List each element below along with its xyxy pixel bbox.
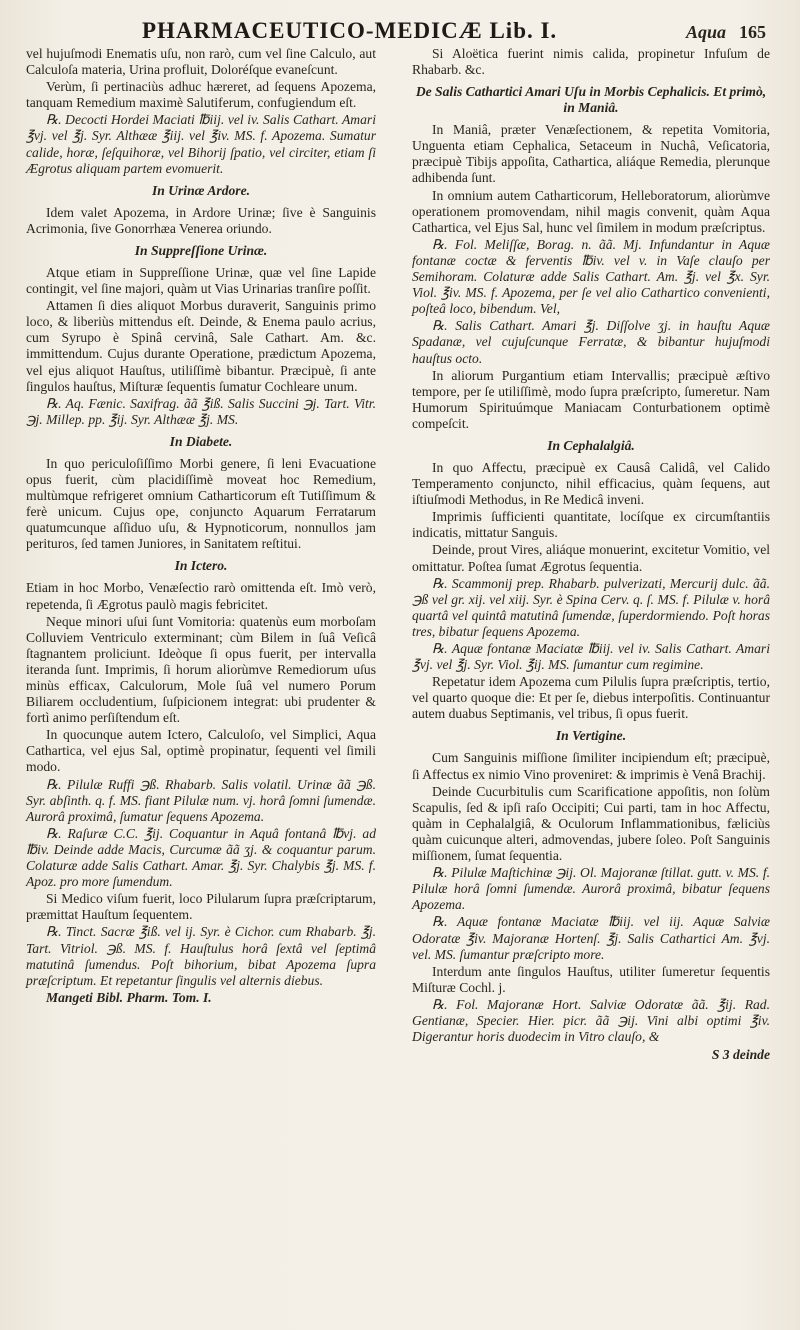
section-heading: In Urinæ Ardore. bbox=[151, 182, 251, 198]
prescription-paragraph: ℞. Fol. Majoranæ Hort. Salviæ Odoratæ ãã. ℥ij. Rad. Gentianæ, Specier. Hier. picr. ãã ℈ij. Vini albi optimi ℥iv. Digerantur horis duodecim in Vitro clauſo, & bbox=[412, 996, 770, 1045]
prescription-paragraph: ℞. Pilulæ Maſtichinæ ℈ij. Ol. Majoranæ ſtillat. gutt. v. MS. f. Pilulæ horâ ſomni ſumendæ. Aurorâ proximâ, bibatur ſequens Apozema. bbox=[412, 865, 770, 913]
body-paragraph: In quo periculoſiſſimo Morbi genere, ſi leni Evacuatione opus fuerit, cùm placidiſſimè moveat hoc Remedium, multùmque refrigeret omnium Catharticorum eſt Tutiſſimum & ferè unicum. Cujus ope, conjuncto Aquarum Ferratarum quatumcunque aſſiduo uſu, & Hypnoticorum, nonnullos jam perituros, ſed tamen Juniores, in Sanitatem reſtitui. bbox=[26, 455, 376, 552]
prescription-paragraph: ℞. Salis Cathart. Amari ℥j. Diſſolve ʒj. in hauſtu Aquæ Spadanæ, vel cujuſcunque Ferratæ, & bibantur hujuſmodi hauſtus octo. bbox=[412, 318, 770, 366]
section-heading: In Ictero. bbox=[174, 558, 228, 574]
prescription-paragraph: ℞. Decocti Hordei Maciati ℔iij. vel iv. Salis Cathart. Amari ℥vj. vel ℥j. Syr. Althææ ℥iij. vel ℥iv. MS. f. Apozema. Sumatur calide, horæ, ſeſquihoræ, vel Bihorij ſpatio, vel circiter, etiam ſi Ægrotus aliquam partem evomuerit. bbox=[26, 112, 376, 176]
running-subject: Aqua bbox=[685, 22, 726, 42]
prescription-paragraph: ℞. Scammonij prep. Rhabarb. pulverizati, Mercurij dulc. ãã. ℈ß vel gr. xij. vel xiij. Syr. è Spina Cerv. q. ſ. MS. f. Pilulæ v. horâ quartâ vel quintâ matutinâ ſumendæ, ſuperdormiendo. Poſt horas tres, bibatur ſequens Apozema. bbox=[412, 575, 770, 639]
body-paragraph: Etiam in hoc Morbo, Venæſectio rarò omittenda eſt. Imò verò, repetenda, ſi Ægrotus paulò magis febricitet. bbox=[26, 580, 376, 612]
prescription-paragraph: ℞. Tinct. Sacræ ℥iß. vel ij. Syr. è Cichor. cum Rhabarb. ℥j. Tart. Vitriol. ℈ß. MS. f. Hauſtulus horâ ſextâ vel ſeptimâ matutinâ ſumendus. Poſt bihorium, bibat Apozema ſupra præſcriptum. Et repetantur ſingulis vel alternis diebus. bbox=[26, 924, 376, 988]
prescription-paragraph: ℞. Aq. Fænic. Saxifrag. ãã ℥iß. Salis Succini ℈j. Tart. Vitr. ℈j. Millep. pp. ℥ij. Syr. Althææ ℥j. MS. bbox=[26, 395, 376, 427]
body-paragraph: Si Medico viſum fuerit, loco Pilularum ſupra præſcriptarum, præmittat Hauſtum ſequentem. bbox=[26, 891, 376, 923]
body-paragraph: In quocunque autem Ictero, Calculoſo, vel Simplici, Aqua Cathartica, vel ejus Sal, optimè propinatur, ſequenti vel ſimili modo. bbox=[26, 727, 376, 775]
prescription-paragraph: ℞. Aquæ fontanæ Maciatæ ℔iij. vel iij. Aquæ Salviæ Odoratæ ℥iv. Majoranæ Hortenſ. ℥j. Salis Cathartici Am. ℥vj. vel. MS. ſumantur præſcripto more. bbox=[412, 914, 770, 962]
section-heading: In Vertigine. bbox=[555, 728, 627, 744]
body-paragraph: Interdum ante ſingulos Hauſtus, utiliter ſumeretur ſequentis Miſturæ Cochl. j. bbox=[412, 963, 770, 995]
body-paragraph: vel hujuſmodi Enematis uſu, non rarò, cum vel ſine Calculo, aut Calculoſa materia, Urina profluit, Doloréſque evaneſcunt. bbox=[26, 46, 376, 78]
body-paragraph: In aliorum Purgantium etiam Intervallis; præcipuè æſtivo tempore, per ſe utiliſſimè, modo ſupra præſcripto, ſumeretur. Nam Humorum Spirituúmque Maniacam Conturbationem optimè compeſcit. bbox=[412, 367, 770, 431]
body-paragraph: Idem valet Apozema, in Ardore Urinæ; ſive è Sanguinis Acrimonia, ſive Gonorrhæa Venerea oriundo. bbox=[26, 204, 376, 236]
body-paragraph: Neque minori uſui ſunt Vomitoria: quatenùs eum morboſam Colluviem Ventriculo exterminant; cùm Bilem in ſuâ Veſicâ ſtagnantem proliciunt. Ideòque ſi opus fuerit, per intervalla iteranda ſunt. Imprimis, ſi horum aliorùmve Remediorum uſus minùs efficax, Calculorum, Mole ſuâ vel numero Porum Biliarem occludentium, ſuſpicionem integrat: ubi prudenter & fortì animo perſiſtendum eſt. bbox=[26, 613, 376, 726]
running-title: PHARMACEUTICO-MEDICÆ Lib. I. bbox=[142, 18, 558, 43]
body-paragraph: Imprimis ſufficienti quantitate, locíſque ex circumſtantiis indicatis, mittatur Sanguis. bbox=[412, 509, 770, 541]
body-paragraph: Attamen ſi dies aliquot Morbus duraverit, Sanguinis primo loco, & liberiùs mittendus eſt. Deinde, & Enema paulo acrius, cum Syrupo è Spinâ cervinâ, Sale Cathart. Am. &c. immittendum. Cujus durante Operatione, prædictum Apozema, vel ejus aliquot Hauſtus, utiliſſimè bibantur. Præcipuè, ſi ante ſingulos hauſtus, Miſturæ ſequentis ſumatur Cochleare unum. bbox=[26, 298, 376, 394]
section-heading: De Salis Cathartici Amari Uſu in Morbis Cephalicis. Et primò, in Maniâ. bbox=[415, 84, 767, 116]
body-paragraph: In omnium autem Catharticorum, Helleboratorum, aliorùmve operationem promovendam, nihil magis convenit, quàm Aqua Cathartica, vel Ejus Sal, hunc vel ſimilem in modum præſcriptus. bbox=[412, 187, 770, 235]
section-heading: In Suppreſſione Urinæ. bbox=[134, 242, 268, 258]
prescription-paragraph: ℞. Fol. Meliſſæ, Borag. n. ãã. Mj. Infundantur in Aquæ fontanæ coctæ & ferventis ℔iv. vel v. in Vaſe clauſo per Semihoram. Colaturæ adde Salis Cathart. Am. ℥j. vel ℥x. Syr. Viol. ℥iv. MS. f. Apozema, per ſe vel alio Cathartico convenienti, poſteâ loco, bibendum. Vel, bbox=[412, 236, 770, 317]
body-paragraph: In Maniâ, præter Venæſectionem, & repetita Vomitoria, Unguenta etiam Cephalica, Setaceum in Nuchâ, Veſicatoria, præcipuè Tibijs appoſita, Cathartica, aliáque Remedia, plerunque adhibenda ſunt. bbox=[412, 122, 770, 186]
body-paragraph: Cum Sanguinis miſſione ſimiliter incipiendum eſt; præcipuè, ſi Affectus ex nimio Vino proveniret: & imprimis è Venâ Brachij. bbox=[412, 750, 770, 782]
prescription-paragraph: ℞. Aquæ fontanæ Maciatæ ℔iij. vel iv. Salis Cathart. Amari ℥vj. vel ℥j. Syr. Viol. ℥ij. MS. ſumantur cum regimine. bbox=[412, 641, 770, 673]
body-paragraph: Si Aloëtica fuerint nimis calida, propinetur Infuſum de Rhabarb. &c. bbox=[412, 46, 770, 78]
prescription-paragraph: ℞. Raſuræ C.C. ℥ij. Coquantur in Aquâ fontanâ ℔vj. ad ℔iv. Deinde adde Macis, Curcumæ ãã ʒj. & coquantur parum. Colaturæ adde Salis Cathart. Amar. ℥j. Syr. Chalybis ℥j. MS. f. Apoz. pro more ſumendum. bbox=[26, 825, 376, 890]
body-paragraph: Repetatur idem Apozema cum Pilulis ſupra præſcriptis, tertio, vel quarto quoque die: Et per ſe, diebus interpoſitis. Continuantur autem duabus Septimanis, vel tribus, ſi opus fuerit. bbox=[412, 674, 770, 722]
signature-catchword: S 3 deinde bbox=[711, 1047, 770, 1063]
prescription-paragraph: ℞. Pilulæ Ruffi ℈ß. Rhabarb. Salis volatil. Urinæ ãã ℈ß. Syr. abſinth. q. f. MS. fiant Pilulæ num. vj. horâ ſomni ſumendæ. Aurorâ proximâ, ſumatur ſequens Apozema. bbox=[26, 776, 376, 824]
body-paragraph: Atque etiam in Suppreſſione Urinæ, quæ vel ſine Lapide contingit, vel ſine majori, quàm ut Vias Urinarias tranſire poſſit. bbox=[26, 264, 376, 297]
section-heading: In Diabete. bbox=[169, 433, 233, 449]
body-paragraph: In quo Affectu, præcipuè ex Causâ Calidâ, vel Calido Temperamento conjuncto, nihil efficacius, quàm ſequens, aut iſtiuſmodi Methodus, in Re Medicâ inveni. bbox=[412, 459, 770, 508]
page-number: 165 bbox=[739, 22, 766, 42]
left-column bbox=[26, 46, 376, 1007]
body-paragraph: Deinde, prout Vires, aliáque monuerint, excitetur Vomitio, vel omittatur. Poſtea ſumat Ægrotus ſequentia. bbox=[412, 542, 770, 574]
section-heading: In Cephalalgiâ. bbox=[547, 437, 635, 453]
body-paragraph: Verùm, ſi pertinaciùs adhuc hæreret, ad ſequens Apozema, tanquam Remedium maximè Salutiferum, confugiendum eſt. bbox=[26, 79, 376, 111]
footer-note: Mangeti Bibl. Pharm. Tom. I. bbox=[46, 989, 212, 1005]
body-paragraph: Deinde Cucurbitulis cum Scarificatione appoſitis, non ſolùm Scapulis, ſed & ipſi raſo Occipiti; Cui parti, tam in hoc Affectu, quàm in Cephalalgiâ, & Oculorum Inflammationibus, fæliciùs quàm cuicunque alteri, admovendas, jubere ſoleo. Poſt Sanguinis miſſionem, ſumat ſequentia. bbox=[412, 783, 770, 864]
right-column bbox=[412, 46, 770, 1063]
